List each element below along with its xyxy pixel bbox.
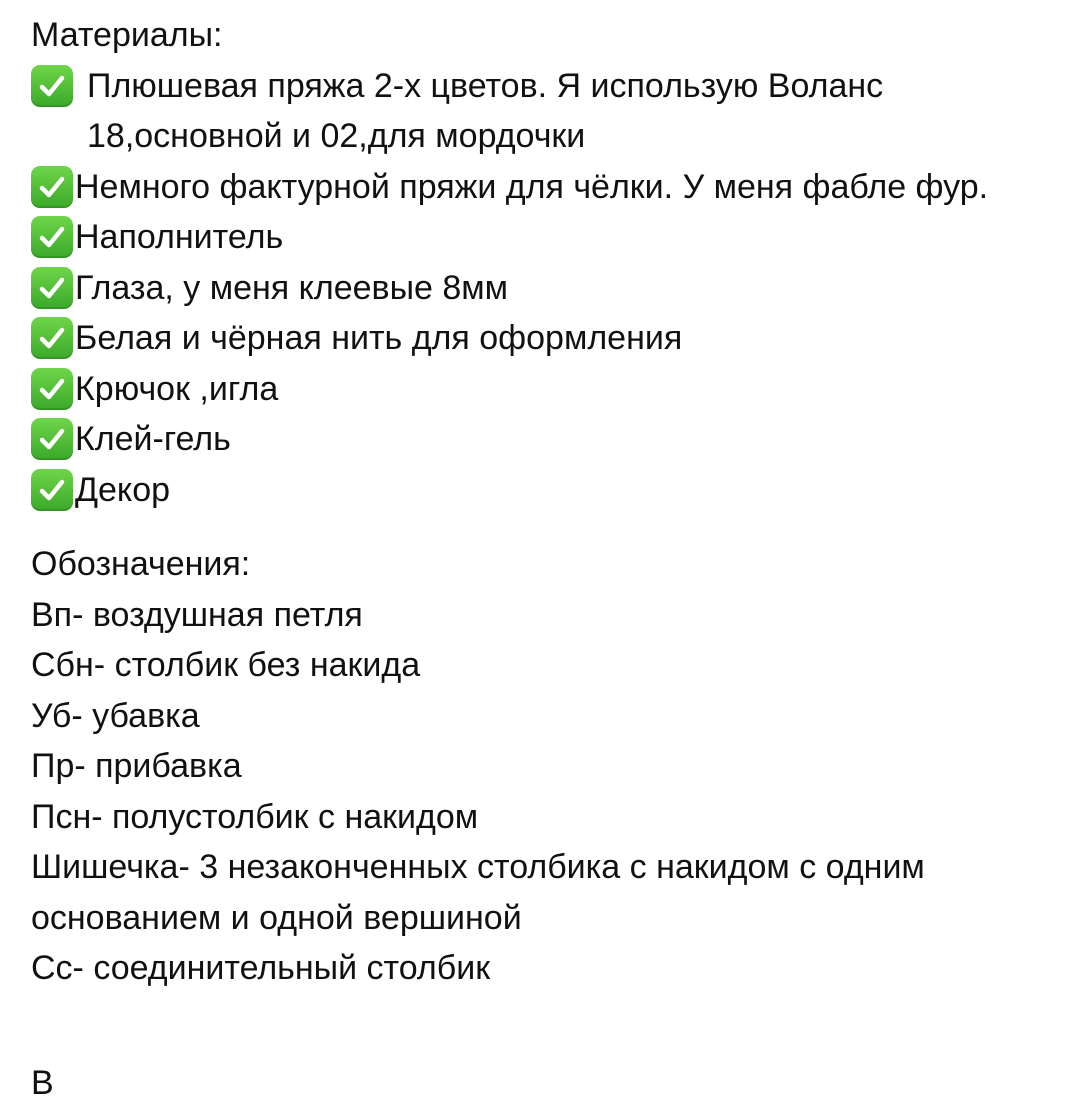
materials-item bbox=[31, 212, 1040, 263]
legend-entry: Уб- убавка bbox=[31, 696, 200, 735]
materials-item-text: Наполнитель bbox=[75, 218, 284, 256]
cut-off-text: В bbox=[31, 1064, 54, 1102]
legend-entry: Вп- воздушная петля bbox=[31, 595, 363, 634]
legend-entry: Сбн- столбик без накида bbox=[31, 646, 421, 684]
materials-item-text: Декор bbox=[75, 470, 171, 509]
materials-item-text: Клей-гель bbox=[75, 420, 231, 458]
materials-item-text: Немного фактурной пряжи для чёлки. У меня фабле фур. bbox=[75, 167, 989, 206]
materials-item-text: Плюшевая пряжа 2-х цветов. Я использую Воланс 18,основной и 02,для мордочки bbox=[87, 66, 884, 155]
section-spacer bbox=[31, 515, 1040, 539]
check-mark-icon bbox=[31, 368, 73, 410]
check-mark-icon bbox=[31, 267, 73, 309]
check-mark-icon bbox=[31, 216, 73, 258]
legend-entry: Сс- соединительный столбик bbox=[31, 949, 491, 987]
materials-item bbox=[31, 414, 1040, 465]
materials-item-text: Глаза, у меня клеевые 8мм bbox=[75, 268, 509, 307]
legend-entry: Пр- прибавка bbox=[31, 747, 242, 785]
document-page bbox=[31, 10, 1040, 994]
materials-item bbox=[31, 465, 1040, 516]
materials-item-text: Крючок ,игла bbox=[75, 369, 279, 408]
materials-item bbox=[31, 263, 1040, 314]
check-mark-icon bbox=[31, 166, 73, 208]
check-mark-icon bbox=[31, 65, 73, 107]
check-mark-icon bbox=[31, 317, 73, 359]
materials-item bbox=[31, 61, 1040, 162]
materials-item bbox=[31, 364, 1040, 415]
materials-heading: Материалы: bbox=[31, 16, 223, 54]
legend-heading: Обозначения: bbox=[31, 545, 251, 583]
materials-item-text: Белая и чёрная нить для оформления bbox=[75, 319, 683, 357]
materials-item bbox=[31, 313, 1040, 364]
legend-entry: Псн- полустолбик с накидом bbox=[31, 797, 479, 836]
materials-item bbox=[31, 162, 1040, 213]
check-mark-icon bbox=[31, 469, 73, 511]
legend-entry: Шишечка- 3 незаконченных столбика с накидом с одним основанием и одной вершиной bbox=[31, 848, 925, 937]
check-mark-icon bbox=[31, 418, 73, 460]
